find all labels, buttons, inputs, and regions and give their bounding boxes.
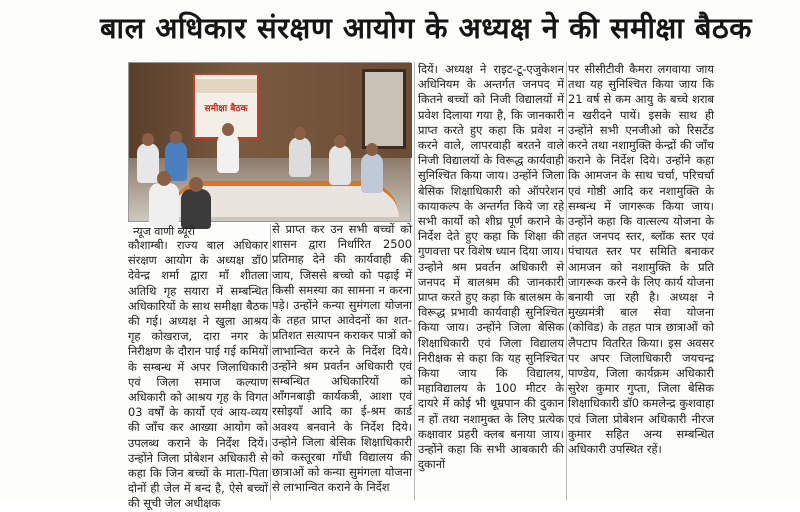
photo-window [362, 69, 406, 149]
attendee-head [334, 135, 346, 148]
article-column-2 [272, 222, 412, 500]
attendee-head [189, 177, 203, 192]
attendee [217, 133, 239, 173]
paragraph: पर सीसीटीवी कैमरा लगवाया जाय तथा यह सुनिश्चित किया जाय कि 21 वर्ष से कम आयु के बच्चे शराब न खरीदने पायें। इसके साथ ही उन्होंने सभी एनजीओ को रिसर्टेड करने तथा नशामुक्ति केन्द्रों की जाँच कराने के निर्देश दिये। उन्होंने कहा कि आमजन के साथ चर्चा, परिचर्चा एवं गोष्ठी आदि कर नशामुक्ति के सम्बन्ध में जागरूक किया जाय। उन्होंने कहा कि वात्सल्य योजना के तहत जनपद स्तर, ब्लॉक स्तर एवं पंचायत स्तर पर समिति बनाकर आमजन को नशामुक्ति के प्रति जागरूक करने के लिए कार्य योजना बनायी जा रही है। अध्यक्ष ने मुख्यमंत्री बाल सेवा योजना (कोविड) के तहत पात्र छात्राओं को लैपटाप वितरित किया। इस अवसर पर अपर जिलाधिकारी जयचन्द्र पाण्डेय, जिला कार्यक्रम अधिकारी सुरेश कुमार गुप्ता, जिला बेसिक शिक्षाधिकारी डॉ0 कमलेन्द्र कुशवाहा एवं जिला प्रोबेशन अधिकारी नीरज कुमार सहित अन्य सम्बन्धित अधिकारी उपस्थित रहें। [568, 62, 714, 457]
headline: बाल अधिकार संरक्षण आयोग के अध्यक्ष ने की समीक्षा बैठक [100, 11, 753, 45]
article-column-1 [128, 238, 268, 511]
attendee [329, 145, 351, 185]
attendee-head [157, 171, 171, 186]
column-divider [566, 62, 567, 500]
paragraph: से प्राप्त कर उन सभी बच्चों को शासन द्वारा निर्धारित 2500 प्रतिमाह देने की कार्यवाही की जाय, जिससे बच्चो को पढ़ाई में किसी समस्या का सामना न करना पड़े। उन्होंने कन्या सुमंगला योजना के तहत प्राप्त आवेदनों का शत-प्रतिशत सत्यापन कराकर पात्रों को लाभान्वित करने के निर्देश दिये। उन्होंने श्रम प्रवर्तन अधिकारी एवं सम्बन्धित अधिकारियों को आँगनबाड़ी कार्यकत्री, आशा एवं रसोइयाँ आदि का ई-श्रम कार्ड अवश्य बनवाने के निर्देश दिये। उन्होने जिला बेसिक शिक्षाधिकारी को कस्तूरबा गाँधी विद्यालय की छात्राओं को कन्या सुमंगला योजना से लाभान्वित कराने के निर्देश [272, 222, 412, 495]
attendee-head [294, 127, 306, 140]
attendee [181, 189, 211, 229]
byline: न्यूज वाणी ब्यूरो [133, 225, 195, 238]
paragraph: दियें। अध्यक्ष ने राइट-टू-एजुकेशन अधिनियम के अन्तर्गत जनपद में कितने बच्चों को निजी विद्यालयों में प्रवेश दिलाया गया है, कि जानकारी प्राप्त करते हुए कहा कि प्रवेश न करने वाले, लापरवाही बरतने वाले निजी विद्यालयों के विरूद्ध कार्यवाही सुनिश्चित किया जाय। उन्होंने जिला बेसिक शिक्षाधिकारी को ऑपरेशन कायाकल्प के अन्तर्गत किये जा रहे सभी कार्यो को शीघ्र पूर्ण कराने के निर्देश देते हुए कहा कि शिक्षा की गुणवत्ता पर विशेष ध्यान दिया जाय। उन्होने श्रम प्रवर्तन अधिकारी से जनपद में बालश्रम की जानकारी प्राप्त करते हुए कहा कि बालश्रम के विरूद्ध प्रभावी कार्यवाही सुनिश्चित किया जाय। उन्होंने जिला बेसिक शिक्षाधिकारी एवं जिला विद्यालय निरीक्षक से कहा कि यह सुनिश्चित किया जाय कि विद्यालय, महाविद्यालय के 100 मीटर के दायरे में कोई भी धूम्रपान की दुकान न हों तथा नशामुक्त के लिए प्रत्येक कक्षावार प्रहरी क्लब बनाया जाय। उन्होंने कहा कि सभी आबकारी की दुकानों [418, 62, 564, 472]
attendee [361, 153, 383, 193]
column-divider [270, 224, 271, 500]
article-column-4 [568, 62, 714, 500]
banner-text: समीक्षा बैठक [204, 104, 248, 114]
paragraph: कौशाम्बी। राज्य बाल अधिकार संरक्षण आयोग के अध्यक्ष डॉ0 देवेन्द्र शर्मा द्वारा माँ शीतला अतिथि गृह सयारा में सम्बन्धित अधिकारियों के साथ समीक्षा बैठक की गई। अध्यक्ष ने खुला आश्रय गृह कोखराज, दारा नगर के निरीक्षण के दौरान पाई गई कमियों के सम्बन्ध में अपर जिलाधिकारी एवं जिला समाज कल्याण अधिकारी को आश्रय गृह के विगत 03 वर्षों के कार्यो एवं आय-व्यय की जाँच कर आख्या आयोग को उपलब्ध कराने के निर्देश दियें। उन्होंने जिला प्रोबेशन अधिकारी से कहा कि जिन बच्चों के माता-पिता दोनों ही जेल में बन्द है, ऐसे बच्चों की सूची जेल अधीक्षक [128, 238, 268, 511]
banner-strip [195, 79, 257, 93]
column-divider [414, 62, 415, 500]
meeting-photo [128, 62, 411, 222]
attendee [289, 137, 311, 177]
article-column-3 [418, 62, 564, 500]
attendee-head [366, 143, 378, 156]
attendee [137, 143, 159, 183]
attendee-head [222, 123, 234, 136]
attendee-head [142, 133, 154, 146]
attendee [149, 183, 179, 227]
attendee-head [170, 131, 182, 144]
